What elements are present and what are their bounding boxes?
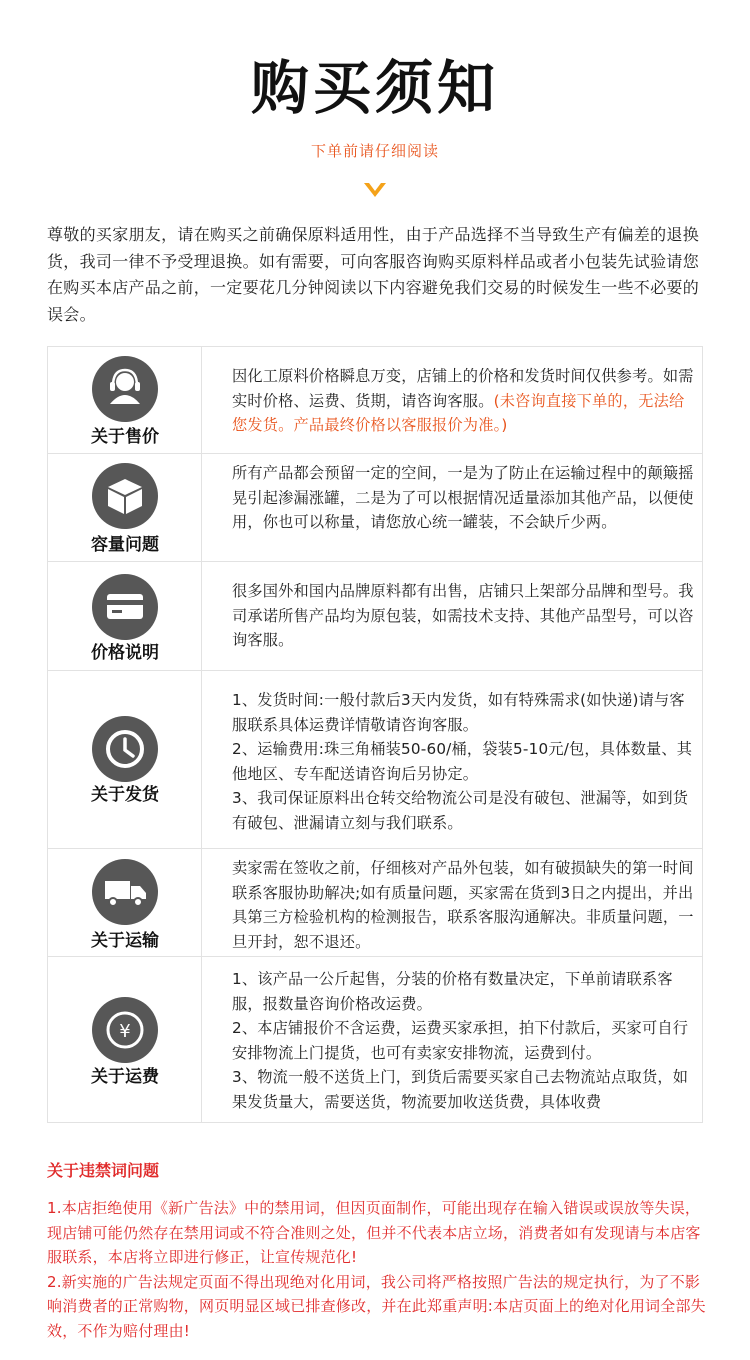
row-label: 关于运输 (91, 931, 159, 951)
chevron-down-icon (362, 180, 388, 202)
card-icon (92, 574, 158, 640)
customer-service-icon (92, 356, 158, 422)
row-text: 很多国外和国内品牌原料都有出售，店铺只上架部分品牌和型号。我司承诺所售产品均为原包装，如需技术支持、其他产品型号，可以咨询客服。 (232, 582, 694, 649)
row-highlight: (未咨询直接下单的，无法给您发货。产品最终价格以客服报价为准。) (232, 391, 685, 434)
row-text: 1、发货时间:一般付款后3天内发货，如有特殊需求(如快递)请与客服联系具体运费详情敬请咨询客服。 2、运输费用:珠三角桶装50-60/桶，袋装5-10元/包，具体数量、其他地区、专车配送请咨询后另协定。 3、我司保证原料出仓转交给物流公司是没有破包、泄漏等，如到货有破包、泄漏请立刻与我们联系。 (232, 691, 693, 832)
row-text: 卖家需在签收之前，仔细核对产品外包装，如有破损缺失的第一时间联系客服协助解决;如有质量问题，买家需在货到3日之内提出，并出具第三方检验机构的检测报告，联系客服沟通解决。非质量问题，一旦开封，恕不退还。 (232, 859, 694, 951)
table-row-transport (48, 849, 702, 957)
row-text: 1、该产品一公斤起售，分装的价格有数量决定，下单前请联系客服，报数量咨询价格改运费。 2、本店铺报价不含运费，运费买家承担，拍下付款后，买家可自行安排物流上门提货，也可有卖家安排物流，运费到付。 3、物流一般不送货上门，到货后需要买家自己去物流站点取货，如果发货量大，需要送货，物流要加收送货费，具体收费 (232, 970, 689, 1111)
ban-paragraph-2: 2.新实施的广告法规定页面不得出现绝对化用词，我公司将严格按照广告法的规定执行，为了不影响消费者的正常购物，网页明显区域已排查修改，并在此郑重声明:本店页面上的绝对化用词全部失效，不作为赔付理由! (47, 1272, 706, 1340)
page-title: 购买须知 (250, 54, 499, 122)
yen-icon (92, 997, 158, 1063)
ban-words-title: 关于违禁词问题 (47, 1161, 160, 1180)
box-icon (92, 463, 158, 529)
row-text: 因化工原料价格瞬息万变，店铺上的价格和发货时间仅供参考。如需实时价格、运费、货期，请咨询客服。(未咨询直接下单的，无法给您发货。产品最终价格以客服报价为准。) (232, 367, 694, 434)
intro-paragraph: 尊敬的买家朋友，请在购买之前确保原料适用性，由于产品选择不当导致生产有偏差的退换货，我司一律不予受理退换。如有需要，可向客服咨询购买原料样品或者小包装先试验请您在购买本店产品之前，一定要花几分钟阅读以下内容避免我们交易的时候发生一些不必要的误会。 (47, 225, 700, 324)
row-label: 容量问题 (91, 535, 159, 555)
table-row-price (48, 347, 702, 454)
row-label: 关于售价 (91, 427, 159, 447)
row-label: 价格说明 (91, 643, 159, 663)
row-label: 关于发货 (91, 785, 159, 805)
svg-text:¥: ¥ (119, 1021, 131, 1042)
row-text: 所有产品都会预留一定的空间，一是为了防止在运输过程中的颠簸摇晃引起渗漏涨罐，二是为了可以根据情况适量添加其他产品，以便使用，你也可以称量，请您放心统一罐装，不会缺斤少两。 (232, 464, 694, 531)
info-table (47, 346, 703, 1123)
table-row-shipping (48, 671, 702, 849)
table-row-freight (48, 957, 702, 1122)
table-row-capacity (48, 454, 702, 562)
table-row-pricing (48, 562, 702, 671)
clock-icon (92, 716, 158, 782)
page-subtitle: 下单前请仔细阅读 (310, 142, 439, 160)
row-label: 关于运费 (91, 1067, 159, 1087)
ban-words-text (47, 1196, 707, 1343)
truck-icon (92, 859, 158, 925)
ban-paragraph-1: 1.本店拒绝使用《新广告法》中的禁用词，但因页面制作，可能出现存在输入错误或误放等失误，现店铺可能仍然存在禁用词或不符合准则之处，但并不代表本店立场，消费者如有发现请与本店客服联系，本店将立即进行修正，让宣传规范化! (47, 1199, 701, 1266)
